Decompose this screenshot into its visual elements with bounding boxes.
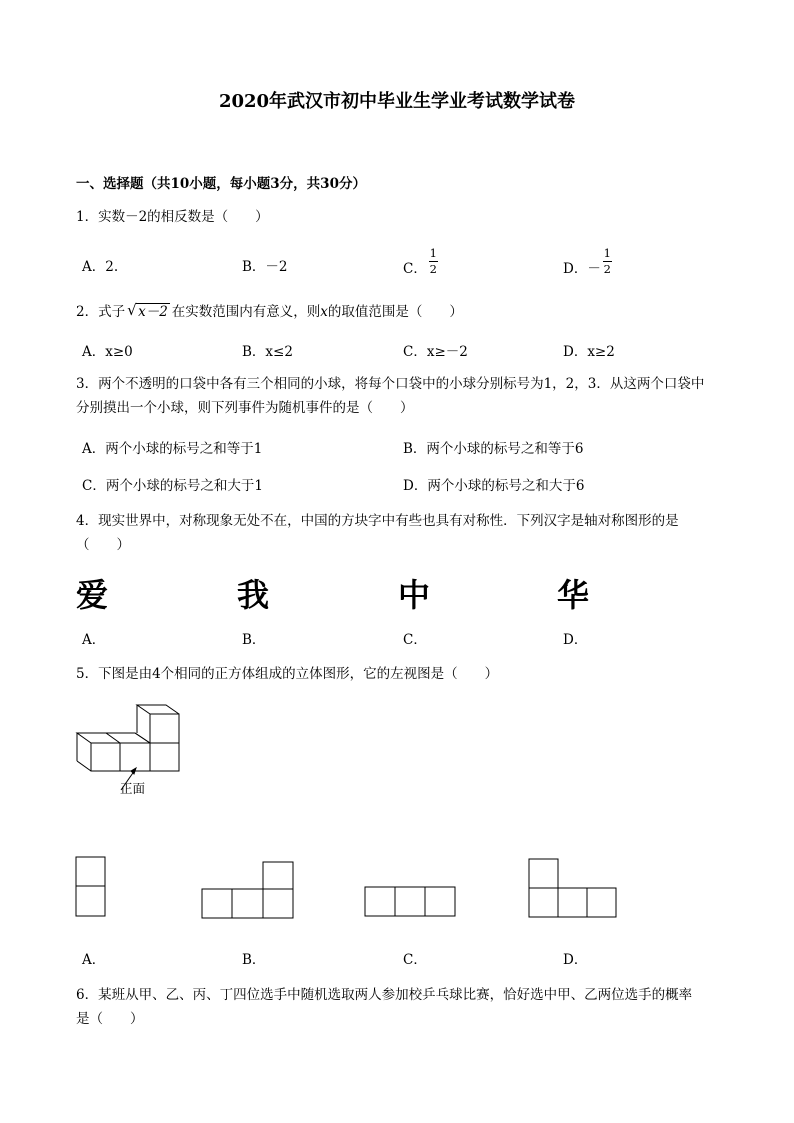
fraction-one-half: $\frac{1}{2}$ xyxy=(429,246,437,276)
question-3-stem-line1: 3．两个不透明的口袋中各有三个相同的小球，将每个口袋中的小球分别标号为1，2，3．从这两个口袋中 xyxy=(76,376,705,392)
option-d-figure xyxy=(529,859,616,917)
question-5-option-d[interactable]: D． xyxy=(563,952,588,968)
question-4-stem-line1: 4．现实世界中，对称现象无处不在，中国的方块字中有些也具有对称性．下列汉字是轴对称图形的是 xyxy=(76,513,679,529)
question-2-stem: 2．式子√ x－2 在实数范围内有意义，则x的取值范围是（ ） xyxy=(76,303,463,321)
question-4-option-c[interactable]: C． xyxy=(403,632,427,648)
question-4-option-a[interactable]: A． xyxy=(82,632,106,648)
question-5-stem: 5．下图是由4个相同的正方体组成的立体图形，它的左视图是（ ） xyxy=(76,666,499,682)
question-2-option-a[interactable]: A．x≥0 xyxy=(82,344,133,360)
question-5-option-b[interactable]: B． xyxy=(242,952,266,968)
character-ai: 爱 xyxy=(76,576,109,614)
question-2-option-d[interactable]: D．x≥2 xyxy=(563,344,615,360)
question-6-stem-line2: 是（ ） xyxy=(76,1011,144,1027)
square-root-expression: √ x－2 xyxy=(127,303,170,321)
question-6-stem-line1: 6．某班从甲、乙、丙、丁四位选手中随机选取两人参加校乒乓球比赛，恰好选中甲、乙两位选手的概率 xyxy=(76,987,693,1003)
question-2-option-c[interactable]: C．x≥－2 xyxy=(403,344,468,360)
question-3-stem-line2: 分别摸出一个小球，则下列事件为随机事件的是（ ） xyxy=(76,400,414,416)
question-3-option-d[interactable]: D．两个小球的标号之和大于6 xyxy=(403,478,585,494)
character-zhong: 中 xyxy=(398,576,431,614)
question-5-option-c[interactable]: C． xyxy=(403,952,427,968)
option-a-figure xyxy=(76,857,105,916)
question-4-option-d[interactable]: D． xyxy=(563,632,588,648)
question-1-option-a[interactable]: A．2. xyxy=(82,259,119,275)
question-4-option-b[interactable]: B． xyxy=(242,632,266,648)
option-d-prefix: D．－ xyxy=(563,261,601,277)
question-3-option-a[interactable]: A．两个小球的标号之和等于1 xyxy=(82,441,263,457)
option-c-prefix: C． xyxy=(403,261,427,277)
option-b-figure xyxy=(202,862,293,918)
section-heading: 一、选择题（共10小题，每小题3分，共30分） xyxy=(76,176,366,192)
question-4-stem-line2: （ ） xyxy=(76,537,130,553)
page-title: 2020年武汉市初中毕业生学业考试数学试卷 xyxy=(218,91,576,112)
question-2-option-b[interactable]: B．x≤2 xyxy=(242,344,293,360)
fraction-one-half: $\frac{1}{2}$ xyxy=(603,246,611,276)
question-3-option-c[interactable]: C．两个小球的标号之和大于1 xyxy=(82,478,263,494)
character-wo: 我 xyxy=(237,576,270,614)
question-3-option-b[interactable]: B．两个小球的标号之和等于6 xyxy=(403,441,584,457)
question-1-stem: 1．实数－2的相反数是（ ） xyxy=(76,209,269,225)
front-view-label: 正面 xyxy=(120,781,146,796)
question-5-option-a[interactable]: A． xyxy=(82,952,106,968)
question-1-option-b[interactable]: B．－2 xyxy=(242,259,288,275)
option-c-figure xyxy=(365,887,455,916)
character-hua: 华 xyxy=(557,576,590,614)
